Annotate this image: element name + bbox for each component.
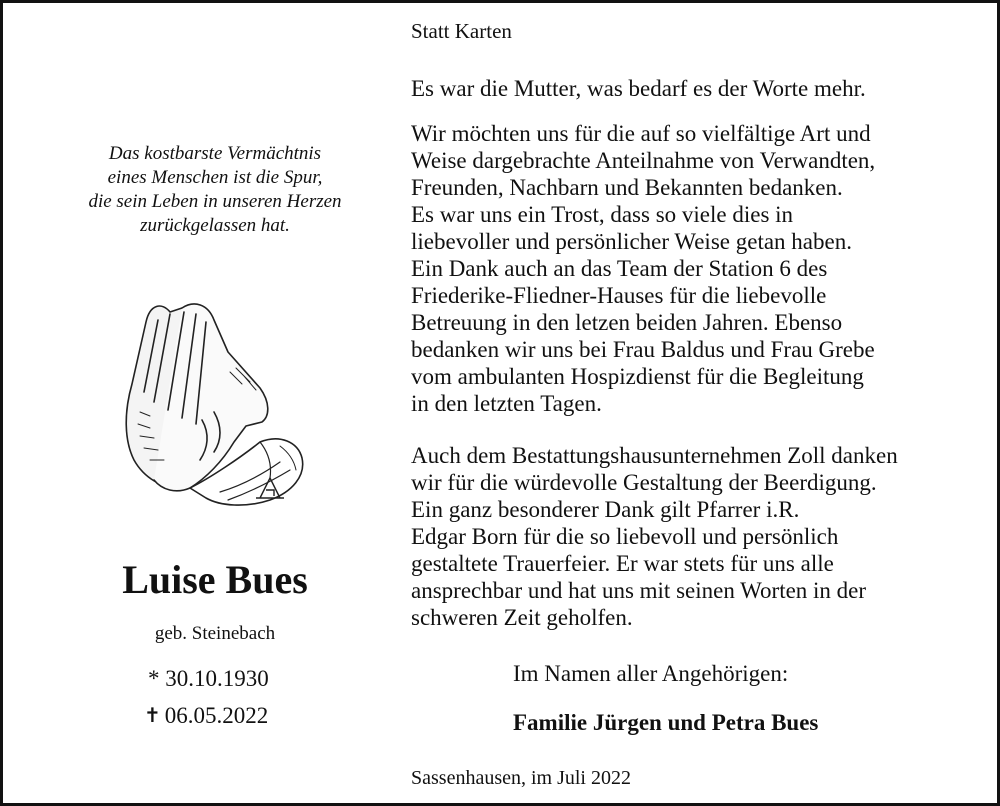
- signature-family: Familie Jürgen und Petra Bues: [513, 710, 819, 735]
- birth-date: * 30.10.1930: [148, 666, 269, 691]
- paragraph-line: ansprechbar und hat uns mit seinen Worten in der: [411, 578, 867, 603]
- quote-line: eines Menschen ist die Spur,: [107, 167, 323, 188]
- paragraph-line: bedanken wir uns bei Frau Baldus und Frau Grebe: [411, 337, 875, 362]
- death-date-line: [144, 702, 268, 730]
- quote-line: zurückgelassen hat.: [140, 215, 290, 236]
- paragraph-line: Edgar Born für die so liebevoll und persönlich: [411, 524, 839, 549]
- paragraph-line: in den letzten Tagen.: [411, 391, 602, 416]
- paragraph-line: Freunden, Nachbarn und Bekannten bedanken.: [411, 175, 843, 200]
- place-date: Sassenhausen, im Juli 2022: [411, 767, 631, 789]
- paragraph-line: vom ambulanten Hospizdienst für die Begleitung: [411, 364, 864, 389]
- thanks-paragraph-2: [411, 442, 898, 631]
- paragraph-line: gestaltete Trauerfeier. Er war stets für uns alle: [411, 551, 834, 576]
- paragraph-line: Ein Dank auch an das Team der Station 6 des: [411, 256, 828, 281]
- motto: Es war die Mutter, was bedarf es der Worte mehr.: [411, 76, 866, 101]
- paragraph-line: Wir möchten uns für die auf so vielfältige Art und: [411, 121, 871, 146]
- paragraph-line: wir für die würdevolle Gestaltung der Beerdigung.: [411, 470, 877, 495]
- praying-hands-illustration: [110, 292, 310, 528]
- paragraph-line: Ein ganz besonderer Dank gilt Pfarrer i.R.: [411, 497, 800, 522]
- quote-line: Das kostbarste Vermächtnis: [108, 143, 322, 164]
- signature-intro: Im Namen aller Angehörigen:: [513, 661, 789, 686]
- header-text: Statt Karten: [411, 19, 512, 43]
- paragraph-line: Friederike-Fliedner-Hauses für die liebevolle: [411, 283, 827, 308]
- thanks-paragraph-1: [411, 120, 875, 417]
- death-date: 06.05.2022: [164, 703, 269, 728]
- quote-line: die sein Leben in unseren Herzen: [88, 191, 342, 212]
- paragraph-line: schweren Zeit geholfen.: [411, 605, 633, 630]
- memorial-quote: [30, 142, 400, 238]
- birth-name: geb. Steinebach: [154, 623, 276, 644]
- paragraph-line: liebevoller und persönlicher Weise getan haben.: [411, 229, 852, 254]
- deceased-name: Luise Bues: [122, 557, 308, 602]
- paragraph-line: Es war uns ein Trost, dass so viele dies in: [411, 202, 794, 227]
- paragraph-line: Auch dem Bestattungshausunternehmen Zoll danken: [411, 443, 898, 468]
- paragraph-line: Betreuung in den letzen beiden Jahren. Ebenso: [411, 310, 843, 335]
- cross-icon: ✝: [144, 705, 161, 727]
- paragraph-line: Weise dargebrachte Anteilnahme von Verwandten,: [411, 148, 876, 173]
